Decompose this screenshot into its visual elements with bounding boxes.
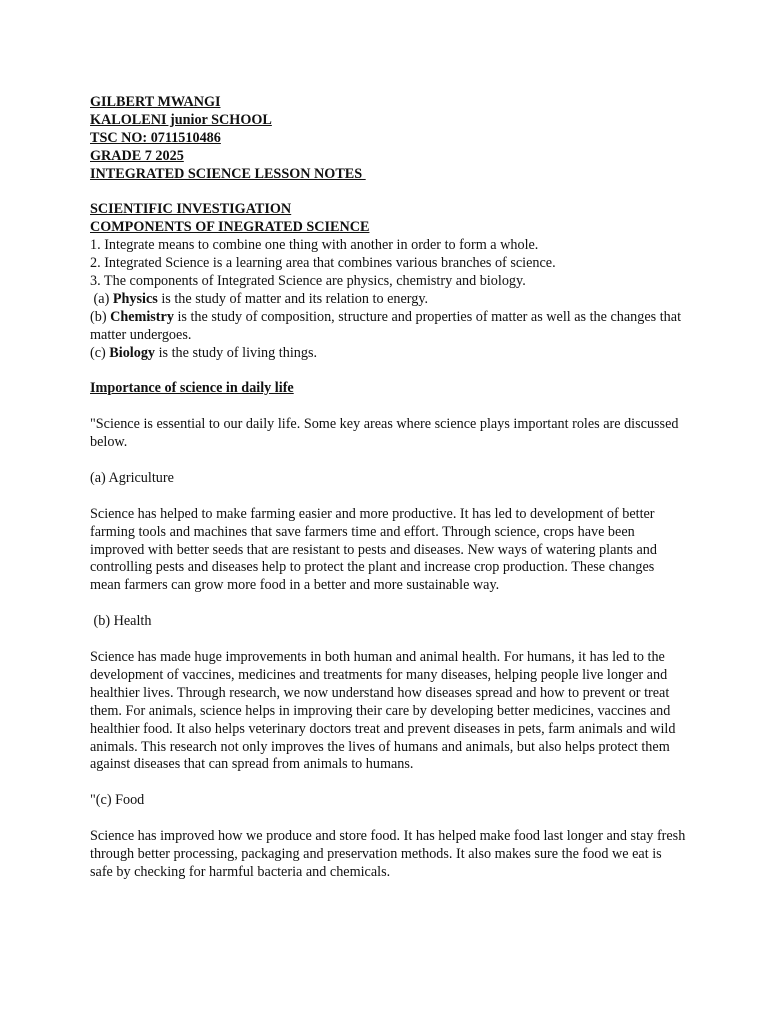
agriculture-heading: (a) Agriculture bbox=[90, 469, 174, 486]
section-subtitle: COMPONENTS OF INEGRATED SCIENCE bbox=[90, 219, 370, 236]
term-biology: Biology bbox=[109, 344, 156, 361]
author-name: GILBERT MWANGI bbox=[90, 94, 221, 110]
spacer bbox=[90, 363, 688, 381]
component-point-1: 1. Integrate means to combine one thing with another in order to form a whole. bbox=[90, 237, 539, 254]
spacer bbox=[90, 810, 688, 828]
notes-title: INTEGRATED SCIENCE LESSON NOTES bbox=[90, 165, 366, 182]
health-heading: (b) Health bbox=[90, 613, 152, 630]
component-point-2: 2. Integrated Science is a learning area that combines various branches of science. bbox=[90, 255, 556, 272]
health-paragraph: Science has made huge improvements in both human and animal health. For humans, it has led to the development of vaccines, medicines and treatments for many diseases, helping people live longer and healthier lives. Through research, we now understand how diseases spread and how to prevent or treat them. For animals, science helps in improving their care by developing better medicines, vaccines and healthier food. It also helps veterinary doctors treat and prevent diseases in pets, farm animals and wild animals. This research not only improves the lives of humans and animals, but also helps protect them against diseases that can spread from animals to humans. bbox=[90, 648, 676, 773]
importance-intro: "Science is essential to our daily life. Some key areas where science plays important roles are discussed below. bbox=[90, 416, 679, 451]
component-physics: (a) Physics is the study of matter and its relation to energy. bbox=[90, 290, 429, 307]
spacer bbox=[90, 398, 688, 416]
spacer bbox=[90, 184, 688, 202]
food-paragraph: Science has improved how we produce and store food. It has helped make food last longer and stay fresh through better processing, packaging and preservation methods. It also makes sure the food we eat is safe by checking for harmful bacteria and chemicals. bbox=[90, 828, 686, 880]
term-physics: Physics bbox=[112, 290, 158, 307]
food-heading: "(c) Food bbox=[90, 792, 145, 809]
component-chemistry: (b) Chemistry is the study of composition, structure and properties of matter as well as the changes that matter undergoes. bbox=[90, 308, 682, 343]
spacer bbox=[90, 488, 688, 506]
spacer bbox=[90, 631, 688, 649]
school-name: KALOLENI junior SCHOOL bbox=[90, 111, 272, 128]
spacer bbox=[90, 452, 688, 470]
section-title: SCIENTIFIC INVESTIGATION bbox=[90, 201, 292, 218]
tsc-number: TSC NO: 0711510486 bbox=[90, 129, 221, 146]
component-point-3: 3. The components of Integrated Science are physics, chemistry and biology. bbox=[90, 273, 526, 290]
term-chemistry: Chemistry bbox=[110, 308, 174, 325]
spacer bbox=[90, 595, 688, 613]
agriculture-paragraph: Science has helped to make farming easier and more productive. It has led to development of better farming tools and machines that save farmers time and effort. Through science, crops have been improved with better seeds that are resistant to pests and diseases. New ways of watering plants and controlling pests and diseases help to protect the plant and increase crop production. These changes mean farmers can grow more food in a better and more sustainable way. bbox=[90, 505, 657, 594]
spacer bbox=[90, 774, 688, 792]
component-biology: (c) Biology is the study of living things. bbox=[90, 344, 318, 361]
importance-heading: Importance of science in daily life bbox=[90, 380, 294, 397]
grade-year: GRADE 7 2025 bbox=[90, 147, 184, 164]
